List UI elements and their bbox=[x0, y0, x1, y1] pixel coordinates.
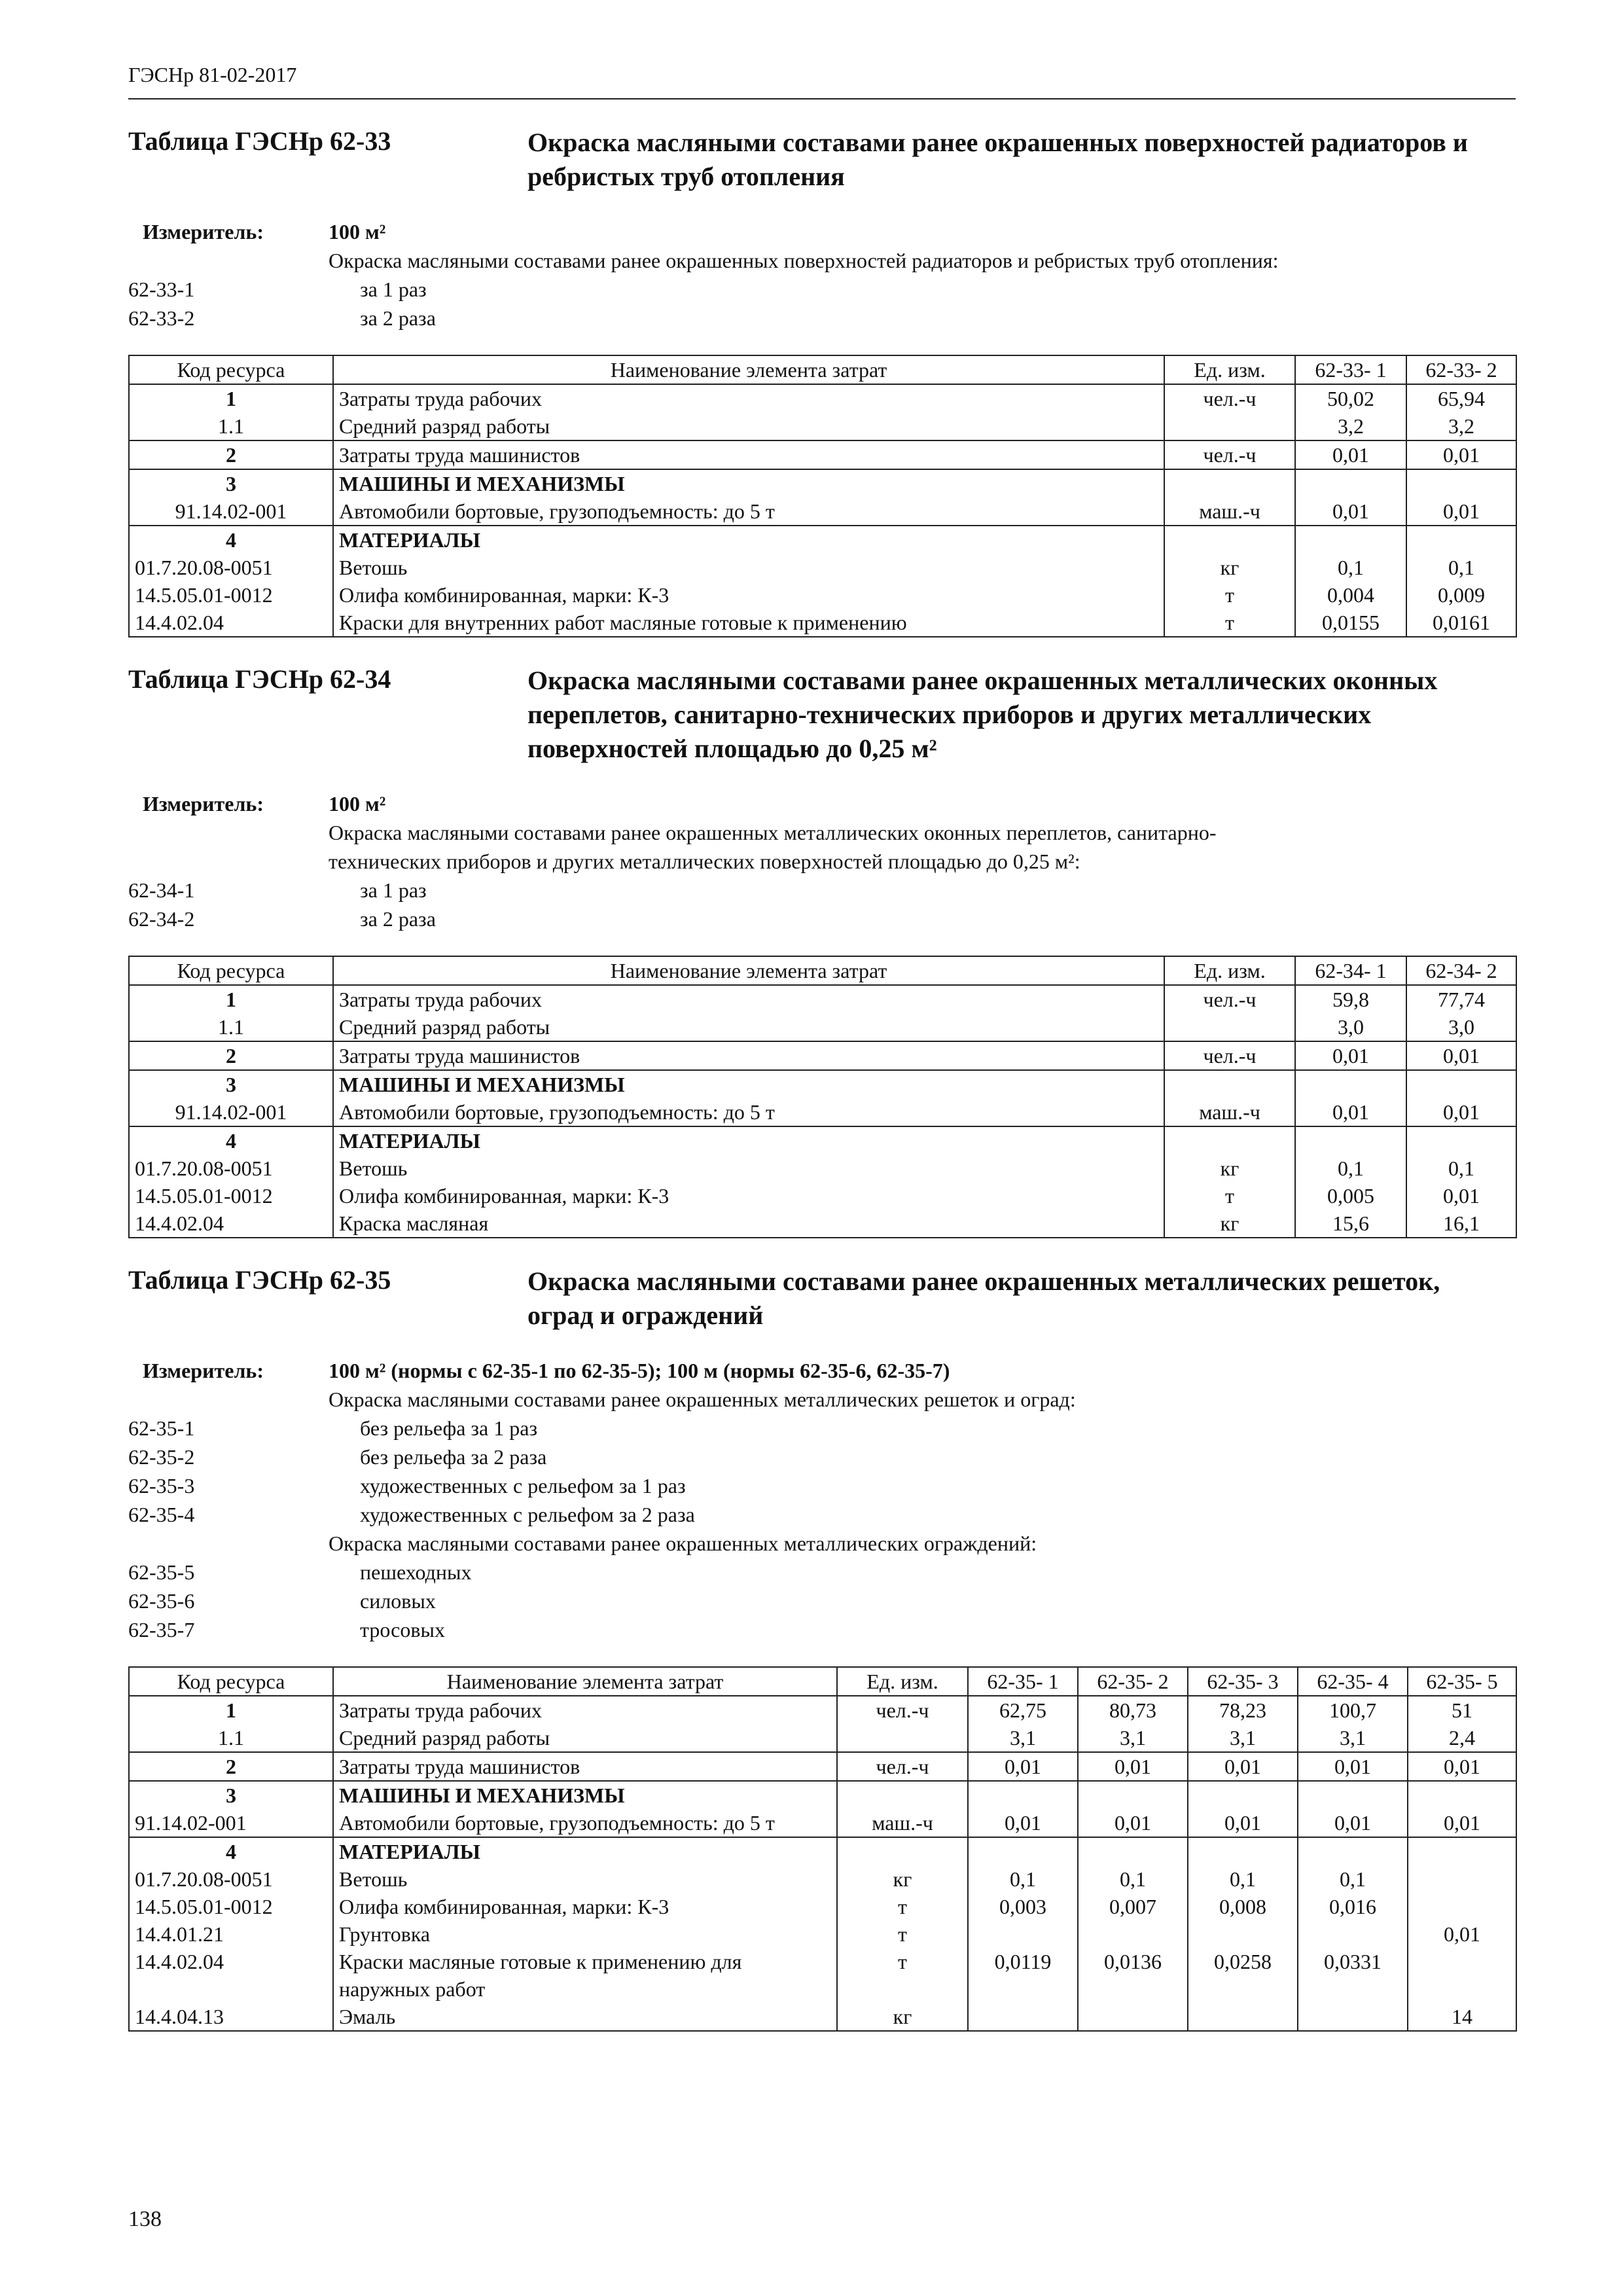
table-cell: 01.7.20.08-0051 bbox=[129, 554, 333, 581]
table-cell: чел.-ч bbox=[1164, 985, 1295, 1013]
table-cell: 62-35- 5 bbox=[1408, 1667, 1516, 1696]
table-row bbox=[129, 1182, 1516, 1210]
table-cell: Краска масляная bbox=[333, 1210, 1164, 1238]
table-cell: Грунтовка bbox=[333, 1920, 837, 1948]
table-cell: 1 bbox=[129, 384, 333, 412]
list-item: 62-34-1 за 1 раз bbox=[128, 878, 427, 902]
table-cell: Олифа комбинированная, марки: К-3 bbox=[333, 1893, 837, 1920]
table-cell: 3,1 bbox=[1078, 1724, 1188, 1752]
table-cell: 0,01 bbox=[1078, 1809, 1188, 1837]
table-cell: 0,0136 bbox=[1078, 1948, 1188, 2003]
table-cell: 62-35- 1 bbox=[968, 1667, 1078, 1696]
table-62-35 bbox=[128, 1666, 1517, 2032]
table-cell: 14.5.05.01-0012 bbox=[129, 1182, 333, 1210]
table-cell: 3,2 bbox=[1406, 412, 1516, 440]
table-cell: Ветошь bbox=[333, 1865, 837, 1893]
table-cell bbox=[1406, 1070, 1516, 1098]
table-cell: 62-35- 4 bbox=[1298, 1667, 1408, 1696]
table-cell: 01.7.20.08-0051 bbox=[129, 1155, 333, 1182]
table-cell: Эмаль bbox=[333, 2003, 837, 2031]
table-cell bbox=[968, 2003, 1078, 2031]
table-cell: Код ресурса bbox=[129, 956, 333, 985]
table-cell: чел.-ч bbox=[1164, 1041, 1295, 1070]
table-cell: 62-35- 3 bbox=[1188, 1667, 1298, 1696]
table-cell: 1 bbox=[129, 985, 333, 1013]
table-row bbox=[129, 1724, 1516, 1752]
table-cell bbox=[1164, 1126, 1295, 1155]
table-cell: 0,01 bbox=[1406, 1182, 1516, 1210]
table-cell: чел.-ч bbox=[1164, 440, 1295, 469]
table-row bbox=[129, 412, 1516, 440]
table-row bbox=[129, 581, 1516, 609]
table-cell bbox=[1408, 1781, 1516, 1809]
table-cell bbox=[1295, 1070, 1406, 1098]
measure-value: 100 м² bbox=[329, 792, 386, 816]
table-row bbox=[129, 1893, 1516, 1920]
list-item: 62-35-2 без рельефа за 2 раза bbox=[128, 1445, 547, 1469]
table-cell: Ед. изм. bbox=[1164, 355, 1295, 384]
table-cell: Код ресурса bbox=[129, 355, 333, 384]
table-row bbox=[129, 1155, 1516, 1182]
table-cell bbox=[1408, 1948, 1516, 2003]
table-cell: 0,004 bbox=[1295, 581, 1406, 609]
table-row bbox=[129, 1696, 1516, 1724]
table-cell: 1.1 bbox=[129, 1013, 333, 1041]
table-cell: чел.-ч bbox=[1164, 384, 1295, 412]
table-title: Окраска масляными составами ранее окрашенных металлических оконных переплетов, санитарно-технических приборов и других металлических поверхностей площадью до 0,25 м² bbox=[527, 666, 1438, 763]
table-row bbox=[129, 1809, 1516, 1837]
table-cell bbox=[1078, 1781, 1188, 1809]
table-cell: 0,1 bbox=[1406, 554, 1516, 581]
table-cell: 0,01 bbox=[1406, 497, 1516, 526]
table-cell: 50,02 bbox=[1295, 384, 1406, 412]
table-cell: Затраты труда рабочих bbox=[333, 1696, 837, 1724]
table-cell: маш.-ч bbox=[837, 1809, 968, 1837]
table-cell: кг bbox=[837, 2003, 968, 2031]
table-row bbox=[129, 1920, 1516, 1948]
table-cell: кг bbox=[1164, 1210, 1295, 1238]
measure-label: Измеритель: bbox=[143, 792, 264, 816]
table-cell: 3,2 bbox=[1295, 412, 1406, 440]
table-cell: 51 bbox=[1408, 1696, 1516, 1724]
table-row bbox=[129, 469, 1516, 497]
table-62-33-meta bbox=[128, 217, 1516, 332]
table-cell: 0,01 bbox=[1406, 440, 1516, 469]
table-cell: 3 bbox=[129, 1070, 333, 1098]
table-cell: Автомобили бортовые, грузоподъемность: до 5 т bbox=[333, 497, 1164, 526]
table-cell: Наименование элемента затрат bbox=[333, 956, 1164, 985]
table-row bbox=[129, 609, 1516, 637]
table-cell: т bbox=[1164, 609, 1295, 637]
table-label: Таблица ГЭСНр 62-35 bbox=[128, 1265, 391, 1295]
table-62-35-meta bbox=[128, 1356, 1516, 1644]
table-row bbox=[129, 1210, 1516, 1238]
table-cell: 62-35- 2 bbox=[1078, 1667, 1188, 1696]
table-cell bbox=[1408, 1893, 1516, 1920]
table-cell: Ветошь bbox=[333, 554, 1164, 581]
table-row bbox=[129, 440, 1516, 469]
table-cell: 0,01 bbox=[1078, 1752, 1188, 1781]
table-header-row bbox=[129, 956, 1516, 985]
table-cell bbox=[1298, 1781, 1408, 1809]
table-cell: 0,01 bbox=[1408, 1809, 1516, 1837]
table-cell: Наименование элемента затрат bbox=[333, 1667, 837, 1696]
table-cell: 0,01 bbox=[1406, 1098, 1516, 1126]
measure-label: Измеритель: bbox=[143, 1359, 264, 1382]
table-cell: 14.4.02.04 bbox=[129, 1210, 333, 1238]
table-title: Окраска масляными составами ранее окрашенных металлических решеток, оград и ограждений bbox=[527, 1266, 1440, 1330]
table-cell: МАШИНЫ И МЕХАНИЗМЫ bbox=[333, 1070, 1164, 1098]
work-description: Окраска масляными составами ранее окрашенных металлических ограждений: bbox=[329, 1532, 1037, 1555]
table-cell bbox=[1164, 412, 1295, 440]
table-cell: 14.4.01.21 bbox=[129, 1920, 333, 1948]
table-cell bbox=[1078, 2003, 1188, 2031]
measure-value: 100 м² (нормы с 62-35-1 по 62-35-5); 100 м (нормы 62-35-6, 62-35-7) bbox=[329, 1359, 950, 1382]
table-row bbox=[129, 1865, 1516, 1893]
table-cell: 0,0161 bbox=[1406, 609, 1516, 637]
table-row bbox=[129, 526, 1516, 554]
table-cell: Затраты труда рабочих bbox=[333, 985, 1164, 1013]
list-item: 62-35-6 силовых bbox=[128, 1589, 436, 1613]
table-cell: Средний разряд работы bbox=[333, 1013, 1164, 1041]
table-cell: 91.14.02-001 bbox=[129, 1809, 333, 1837]
table-cell: 0,01 bbox=[1295, 440, 1406, 469]
table-cell: Олифа комбинированная, марки: К-3 bbox=[333, 1182, 1164, 1210]
table-cell: 1.1 bbox=[129, 1724, 333, 1752]
table-cell: 2 bbox=[129, 1752, 333, 1781]
list-item: 62-33-2 за 2 раза bbox=[128, 306, 436, 330]
table-row bbox=[129, 1948, 1516, 2003]
table-cell: 14.5.05.01-0012 bbox=[129, 581, 333, 609]
table-row bbox=[129, 1098, 1516, 1126]
table-cell bbox=[1164, 1013, 1295, 1041]
table-cell: 77,74 bbox=[1406, 985, 1516, 1013]
table-cell: Код ресурса bbox=[129, 1667, 333, 1696]
table-cell: 0,009 bbox=[1406, 581, 1516, 609]
table-cell: 01.7.20.08-0051 bbox=[129, 1865, 333, 1893]
work-description: Окраска масляными составами ранее окрашенных металлических оконных переплетов, санитарно- bbox=[329, 821, 1217, 844]
table-cell: 91.14.02-001 bbox=[129, 497, 333, 526]
table-cell: 16,1 bbox=[1406, 1210, 1516, 1238]
table-cell: кг bbox=[1164, 1155, 1295, 1182]
table-cell: МАТЕРИАЛЫ bbox=[333, 1837, 837, 1865]
table-62-34-heading bbox=[128, 664, 1516, 766]
table-cell: 3 bbox=[129, 1781, 333, 1809]
table-cell: 65,94 bbox=[1406, 384, 1516, 412]
table-cell: 0,008 bbox=[1188, 1893, 1298, 1920]
table-cell: 1 bbox=[129, 1696, 333, 1724]
table-cell: 4 bbox=[129, 526, 333, 554]
table-cell bbox=[1406, 1126, 1516, 1155]
document-page bbox=[128, 63, 1516, 2032]
table-header-row bbox=[129, 1667, 1516, 1696]
table-cell: 0,1 bbox=[968, 1865, 1078, 1893]
table-cell: 0,01 bbox=[1188, 1752, 1298, 1781]
table-cell bbox=[1408, 1837, 1516, 1865]
table-cell: 0,01 bbox=[1295, 497, 1406, 526]
table-row bbox=[129, 985, 1516, 1013]
measure-value: 100 м² bbox=[329, 220, 386, 243]
table-cell: маш.-ч bbox=[1164, 1098, 1295, 1126]
table-cell: 4 bbox=[129, 1837, 333, 1865]
table-cell: т bbox=[837, 1920, 968, 1948]
table-row bbox=[129, 1126, 1516, 1155]
table-label: Таблица ГЭСНр 62-34 bbox=[128, 664, 391, 694]
table-cell: 0,01 bbox=[1295, 1098, 1406, 1126]
table-cell bbox=[1188, 1781, 1298, 1809]
table-cell: 0,003 bbox=[968, 1893, 1078, 1920]
table-row bbox=[129, 1013, 1516, 1041]
table-cell: 0,01 bbox=[1408, 1752, 1516, 1781]
table-cell: чел.-ч bbox=[837, 1752, 968, 1781]
table-62-33-heading bbox=[128, 126, 1516, 194]
table-row bbox=[129, 1041, 1516, 1070]
table-cell bbox=[837, 1724, 968, 1752]
list-item: 62-33-1 за 1 раз bbox=[128, 278, 427, 301]
table-cell bbox=[1295, 526, 1406, 554]
table-row bbox=[129, 1837, 1516, 1865]
table-cell: Затраты труда машинистов bbox=[333, 440, 1164, 469]
table-cell: 3,0 bbox=[1406, 1013, 1516, 1041]
table-cell: 62-34- 1 bbox=[1295, 956, 1406, 985]
table-cell: 0,01 bbox=[1295, 1041, 1406, 1070]
table-cell bbox=[1188, 2003, 1298, 2031]
table-cell bbox=[1298, 2003, 1408, 2031]
table-cell bbox=[837, 1781, 968, 1809]
table-header-row bbox=[129, 355, 1516, 384]
table-cell: 14.4.02.04 bbox=[129, 609, 333, 637]
table-cell: 2 bbox=[129, 1041, 333, 1070]
table-title: Окраска масляными составами ранее окрашенных поверхностей радиаторов и ребристых труб отопления bbox=[527, 128, 1468, 191]
list-item: 62-35-3 художественных с рельефом за 1 раз bbox=[128, 1474, 686, 1498]
table-cell: 14.4.04.13 bbox=[129, 2003, 333, 2031]
table-cell: Ветошь bbox=[333, 1155, 1164, 1182]
table-cell: 0,01 bbox=[968, 1752, 1078, 1781]
table-cell bbox=[1164, 526, 1295, 554]
table-cell: МАШИНЫ И МЕХАНИЗМЫ bbox=[333, 1781, 837, 1809]
table-cell: МАТЕРИАЛЫ bbox=[333, 526, 1164, 554]
table-cell: 62-34- 2 bbox=[1406, 956, 1516, 985]
list-item: 62-34-2 за 2 раза bbox=[128, 907, 436, 931]
table-row bbox=[129, 2003, 1516, 2031]
table-cell: 0,016 bbox=[1298, 1893, 1408, 1920]
work-description: Окраска масляными составами ранее окрашенных поверхностей радиаторов и ребристых труб отопления: bbox=[329, 249, 1279, 272]
table-cell: Ед. изм. bbox=[837, 1667, 968, 1696]
table-cell: 3,0 bbox=[1295, 1013, 1406, 1041]
table-cell bbox=[1188, 1837, 1298, 1865]
work-description: Окраска масляными составами ранее окрашенных металлических решеток и оград: bbox=[329, 1388, 1076, 1411]
table-cell: 0,1 bbox=[1406, 1155, 1516, 1182]
table-cell: кг bbox=[1164, 554, 1295, 581]
list-item: 62-35-5 пешеходных bbox=[128, 1560, 472, 1584]
table-cell bbox=[1298, 1837, 1408, 1865]
table-cell bbox=[1406, 526, 1516, 554]
work-description: технических приборов и других металлических поверхностей площадью до 0,25 м²: bbox=[329, 850, 1080, 873]
table-cell: маш.-ч bbox=[1164, 497, 1295, 526]
table-cell bbox=[1295, 1126, 1406, 1155]
table-cell: 0,1 bbox=[1078, 1865, 1188, 1893]
table-cell: 59,8 bbox=[1295, 985, 1406, 1013]
table-62-33 bbox=[128, 355, 1517, 637]
table-cell bbox=[1408, 1865, 1516, 1893]
table-cell: 0,01 bbox=[1188, 1809, 1298, 1837]
table-cell: 91.14.02-001 bbox=[129, 1098, 333, 1126]
table-cell: 3,1 bbox=[1188, 1724, 1298, 1752]
table-cell: 0,1 bbox=[1295, 554, 1406, 581]
table-cell: Средний разряд работы bbox=[333, 1724, 837, 1752]
table-cell: 0,0155 bbox=[1295, 609, 1406, 637]
table-cell: Наименование элемента затрат bbox=[333, 355, 1164, 384]
table-cell: 14.4.02.04 bbox=[129, 1948, 333, 2003]
document-header: ГЭСНр 81-02-2017 bbox=[128, 63, 1516, 99]
table-cell: 0,01 bbox=[1298, 1809, 1408, 1837]
table-cell: Автомобили бортовые, грузоподъемность: до 5 т bbox=[333, 1098, 1164, 1126]
table-row bbox=[129, 1070, 1516, 1098]
table-cell: 0,01 bbox=[1408, 1920, 1516, 1948]
list-item: 62-35-7 тросовых bbox=[128, 1618, 445, 1641]
table-cell bbox=[968, 1920, 1078, 1948]
table-cell: 2,4 bbox=[1408, 1724, 1516, 1752]
table-cell: т bbox=[1164, 1182, 1295, 1210]
table-cell: 100,7 bbox=[1298, 1696, 1408, 1724]
table-cell bbox=[1298, 1920, 1408, 1948]
table-cell: т bbox=[837, 1893, 968, 1920]
page-number: 138 bbox=[128, 2207, 162, 2231]
measure-label: Измеритель: bbox=[143, 220, 264, 243]
table-cell: 3 bbox=[129, 469, 333, 497]
table-cell: 1.1 bbox=[129, 412, 333, 440]
table-row bbox=[129, 497, 1516, 526]
table-cell: 0,0119 bbox=[968, 1948, 1078, 2003]
table-cell: 62,75 bbox=[968, 1696, 1078, 1724]
table-cell: Затраты труда рабочих bbox=[333, 384, 1164, 412]
table-cell: 0,1 bbox=[1298, 1865, 1408, 1893]
table-62-35-heading bbox=[128, 1265, 1516, 1333]
table-cell: 4 bbox=[129, 1126, 333, 1155]
table-cell: Затраты труда машинистов bbox=[333, 1041, 1164, 1070]
table-cell: 0,01 bbox=[1406, 1041, 1516, 1070]
table-cell: 2 bbox=[129, 440, 333, 469]
table-cell: 0,1 bbox=[1295, 1155, 1406, 1182]
table-cell: 0,01 bbox=[1298, 1752, 1408, 1781]
table-cell: 0,005 bbox=[1295, 1182, 1406, 1210]
table-cell: 0,0331 bbox=[1298, 1948, 1408, 2003]
list-item: 62-35-4 художественных с рельефом за 2 раза bbox=[128, 1503, 695, 1526]
table-cell: 62-33- 2 bbox=[1406, 355, 1516, 384]
table-label: Таблица ГЭСНр 62-33 bbox=[128, 126, 391, 156]
table-cell: 0,0258 bbox=[1188, 1948, 1298, 2003]
table-cell: 14 bbox=[1408, 2003, 1516, 2031]
table-cell bbox=[837, 1837, 968, 1865]
table-row bbox=[129, 1781, 1516, 1809]
table-cell: 0,007 bbox=[1078, 1893, 1188, 1920]
table-cell: Средний разряд работы bbox=[333, 412, 1164, 440]
table-cell bbox=[1295, 469, 1406, 497]
table-cell: Автомобили бортовые, грузоподъемность: до 5 т bbox=[333, 1809, 837, 1837]
table-row bbox=[129, 554, 1516, 581]
table-cell: чел.-ч bbox=[837, 1696, 968, 1724]
table-62-34 bbox=[128, 956, 1517, 1238]
table-cell: кг bbox=[837, 1865, 968, 1893]
table-cell: 80,73 bbox=[1078, 1696, 1188, 1724]
table-cell: 3,1 bbox=[968, 1724, 1078, 1752]
table-cell: т bbox=[837, 1948, 968, 2003]
table-cell: МАШИНЫ И МЕХАНИЗМЫ bbox=[333, 469, 1164, 497]
table-cell bbox=[968, 1837, 1078, 1865]
table-cell: Затраты труда машинистов bbox=[333, 1752, 837, 1781]
table-cell: 0,01 bbox=[968, 1809, 1078, 1837]
table-cell bbox=[1078, 1837, 1188, 1865]
table-cell bbox=[1164, 1070, 1295, 1098]
table-cell: Олифа комбинированная, марки: К-3 bbox=[333, 581, 1164, 609]
table-cell: 62-33- 1 bbox=[1295, 355, 1406, 384]
table-cell: Краски для внутренних работ масляные готовые к применению bbox=[333, 609, 1164, 637]
table-cell: 0,1 bbox=[1188, 1865, 1298, 1893]
table-cell bbox=[968, 1781, 1078, 1809]
table-cell bbox=[1406, 469, 1516, 497]
table-cell: т bbox=[1164, 581, 1295, 609]
table-cell: Ед. изм. bbox=[1164, 956, 1295, 985]
table-row bbox=[129, 384, 1516, 412]
table-cell: 3,1 bbox=[1298, 1724, 1408, 1752]
table-cell bbox=[1164, 469, 1295, 497]
table-cell bbox=[1078, 1920, 1188, 1948]
table-cell: 78,23 bbox=[1188, 1696, 1298, 1724]
table-cell: МАТЕРИАЛЫ bbox=[333, 1126, 1164, 1155]
list-item: 62-35-1 без рельефа за 1 раз bbox=[128, 1416, 538, 1440]
table-cell: 14.5.05.01-0012 bbox=[129, 1893, 333, 1920]
table-cell: 15,6 bbox=[1295, 1210, 1406, 1238]
table-62-34-meta bbox=[128, 789, 1516, 933]
table-row bbox=[129, 1752, 1516, 1781]
table-cell: Краски масляные готовые к применению для наружных работ bbox=[333, 1948, 837, 2003]
table-cell bbox=[1188, 1920, 1298, 1948]
